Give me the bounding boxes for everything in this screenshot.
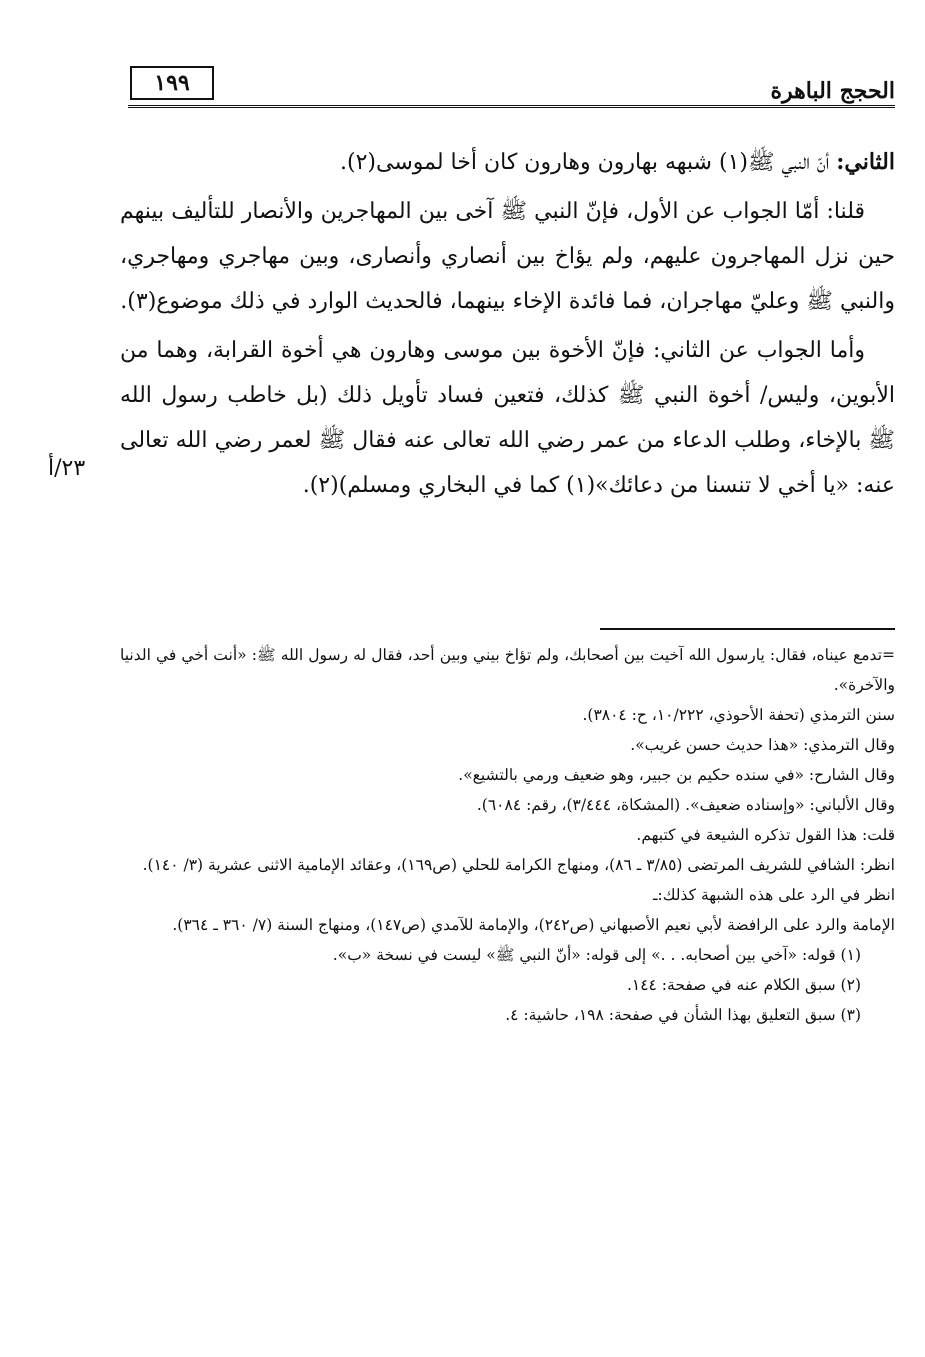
manuscript-folio-ref: ٢٣/أ — [48, 456, 86, 481]
footnote-2: (٢) سبق الكلام عنه في صفحة: ١٤٤. — [626, 976, 861, 994]
footnote-line: انظر: الشافي للشريف المرتضى (٣/٨٥ ـ ٨٦)، ومنهاج الكرامة للحلي (ص١٦٩)، وعقائد الإمامية الاثنى عشرية (٣/ ١٤٠). — [142, 856, 895, 874]
footnote-line: انظر في الرد على هذه الشبهة كذلك:ـ — [652, 886, 895, 904]
paragraph-1-lead: الثاني: — [836, 149, 895, 175]
page-number: ١٩٩ — [130, 66, 214, 100]
footnote-separator — [600, 628, 895, 630]
footnote-line: سنن الترمذي (تحفة الأحوذي، ١٠/٢٢٢، ح: ٣٨٠٤). — [582, 706, 895, 724]
footnotes — [120, 640, 895, 1030]
paragraph-3: وأما الجواب عن الثاني: فإنّ الأخوة بين موسى وهارون هي أخوة القرابة، وهما من الأبوين، وليس/ أخوة النبي ﷺ كذلك، فتعين فساد تأويل ذلك (بل خاطب رسول الله ﷺ بالإخاء، وطلب الدعاء من عمر رضي الله تعالى عنه فقال ﷺ لعمر رضي الله تعالى عنه: «يا أخي لا تنسنا من دعائك»(١) كما في البخاري ومسلم)(٢). — [120, 338, 895, 498]
footnote-line: وقال الألباني: «وإسناده ضعيف». (المشكاة، ٣/٤٤٤)، رقم: ٦٠٨٤). — [476, 796, 895, 814]
footnote-line: وقال الترمذي: «هذا حديث حسن غريب». — [630, 736, 895, 754]
footnote-1: (١) قوله: «آخي بين أصحابه. . .» إلى قوله: «أنّ النبي ﷺ» ليست في نسخة «ب». — [332, 946, 861, 964]
paragraph-1 — [120, 140, 895, 185]
main-text — [120, 140, 895, 512]
footnote-line: =تدمع عيناه، فقال: يارسول الله آخيت بين أصحابك، ولم تؤاخ بيني وبين أحد، فقال له رسول الله ﷺ: «أنت أخي في الدنيا والآخرة». — [120, 646, 895, 694]
paragraph-2: قلنا: أمّا الجواب عن الأول، فإنّ النبي ﷺ آخى بين المهاجرين والأنصار للتأليف بينهم حين نزل المهاجرون عليهم، ولم يؤاخ بين أنصاري وأنصارى، وبين مهاجري ومهاجري، والنبي ﷺ وعليّ مهاجران، فما فائدة الإخاء بينهما، فالحديث الوارد في ذلك موضوع(٣). — [120, 199, 895, 314]
footnote-line: قلت: هذا القول تذكره الشيعة في كتبهم. — [636, 826, 895, 844]
running-header-title: الحجج الباهرة — [770, 78, 895, 104]
footnote-line: وقال الشارح: «في سنده حكيم بن جبير، وهو ضعيف ورمي بالتشيع». — [458, 766, 895, 784]
paragraph-1-text: أنّ النبي ﷺ(١) شبهه بهارون وهارون كان أخا لموسى(٢). — [340, 150, 837, 175]
header-divider — [128, 105, 895, 108]
footnote-line: الإمامة والرد على الرافضة لأبي نعيم الأصبهاني (ص٢٤٢)، والإمامة للآمدي (ص١٤٧)، ومنهاج السنة (٧/ ٣٦٠ ـ ٣٦٤). — [172, 916, 895, 934]
footnote-3: (٣) سبق التعليق بهذا الشأن في صفحة: ١٩٨، حاشية: ٤. — [505, 1006, 861, 1024]
